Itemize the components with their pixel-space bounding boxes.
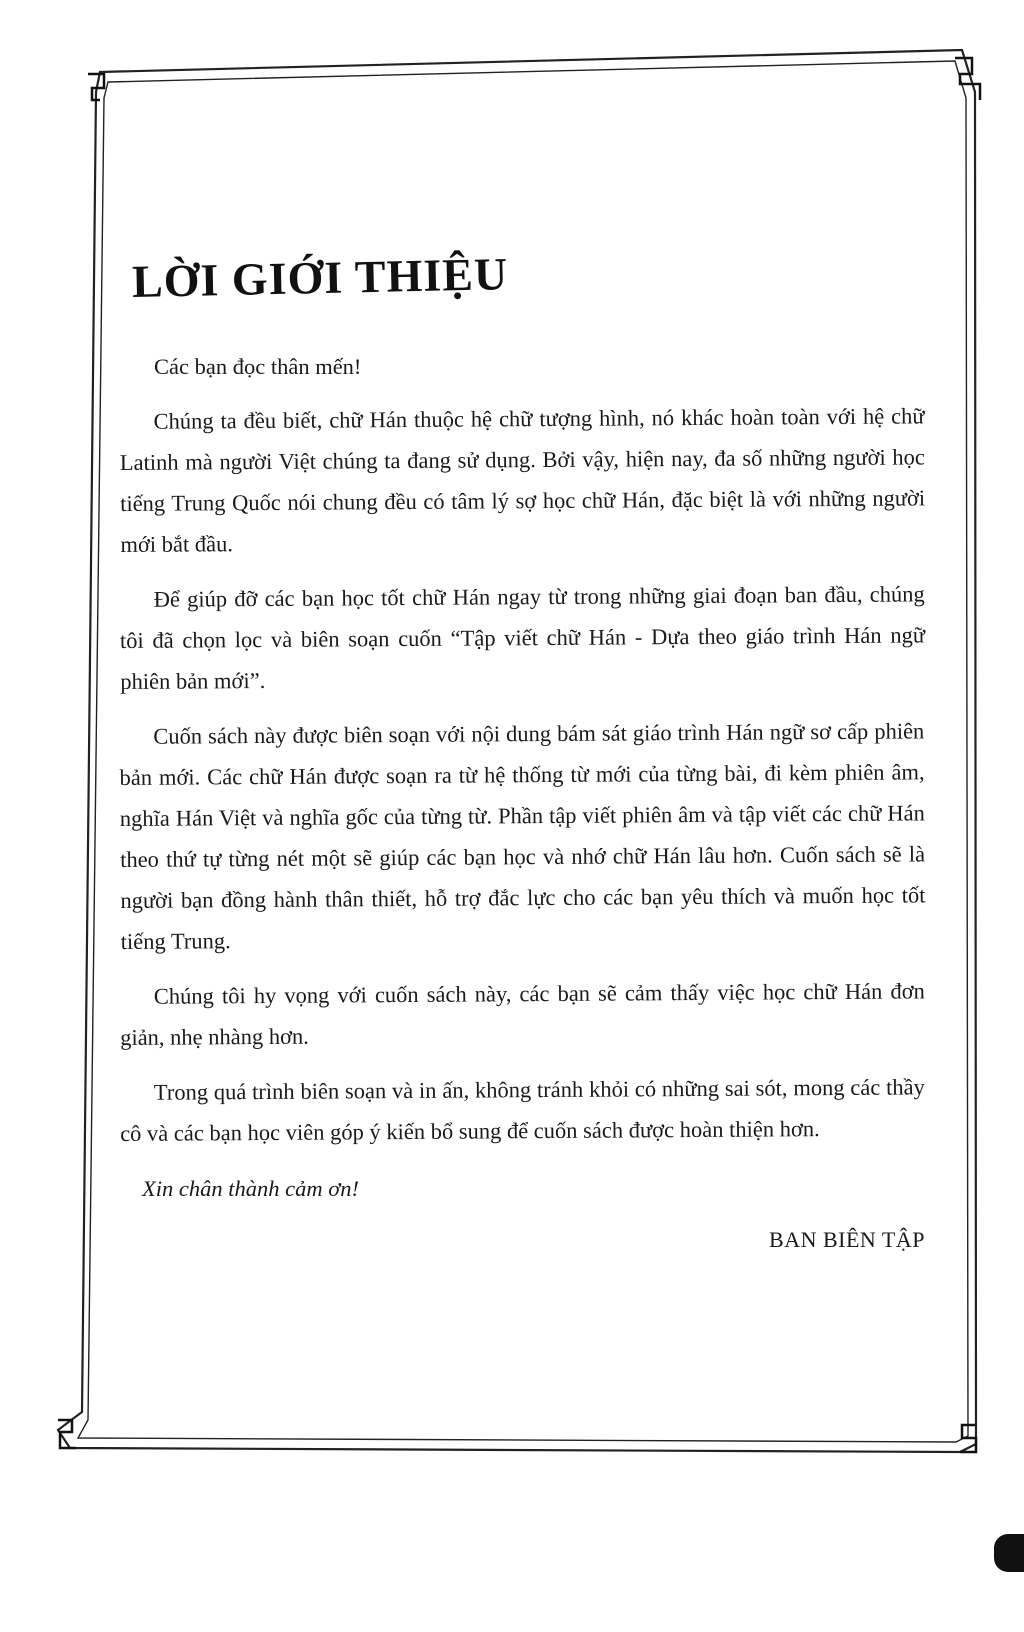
paragraph-2: Để giúp đỡ các bạn học tốt chữ Hán ngay từ trong những giai đoạn ban đầu, chúng tôi đã chọn lọc và biên soạn cuốn “Tập viết chữ Hán - Dựa theo giáo trình Hán ngữ phiên bản mới”.: [119, 581, 926, 694]
paragraph-3: Cuốn sách này được biên soạn với nội dung bám sát giáo trình Hán ngữ sơ cấp phiên bản mới. Các chữ Hán được soạn ra từ hệ thống từ mới của từng bài, đi kèm phiên âm, nghĩa Hán Việt và nghĩa gốc của từng từ. Phần tập viết phiên âm và tập viết các chữ Hán theo thứ tự từng nét một sẽ giúp các bạn học và nhớ chữ Hán lâu hơn. Cuốn sách sẽ là người bạn đồng hành thân thiết, hỗ trợ đắc lực cho các bạn yêu thích và muốn học tốt tiếng Trung.: [119, 718, 926, 954]
scan-edge-mark: [994, 1534, 1024, 1572]
closing-line: Xin chân thành cảm ơn!: [142, 1176, 359, 1201]
page-title: LỜI GIỚI THIỆU: [131, 248, 509, 307]
paragraph-5: Trong quá trình biên soạn và in ấn, không tránh khỏi có những sai sót, mong các thầy cô và các bạn học viên góp ý kiến bổ sung để cuốn sách được hoàn thiện hơn.: [120, 1074, 925, 1146]
document-body: [119, 248, 926, 1260]
signature: BAN BIÊN TẬP: [769, 1227, 925, 1252]
paragraph-1: Chúng ta đều biết, chữ Hán thuộc hệ chữ tượng hình, nó khác hoàn toàn với hệ chữ Latinh mà người Việt chúng ta đang sử dụng. Bởi vậy, hiện nay, đa số những người học tiếng Trung Quốc nói chung đều có tâm lý sợ học chữ Hán, đặc biệt là với những người mới bắt đầu.: [119, 403, 926, 557]
salutation: Các bạn đọc thân mến!: [154, 354, 362, 379]
paragraph-4: Chúng tôi hy vọng với cuốn sách này, các bạn sẽ cảm thấy việc học chữ Hán đơn giản, nhẹ nhàng hơn.: [120, 978, 925, 1050]
